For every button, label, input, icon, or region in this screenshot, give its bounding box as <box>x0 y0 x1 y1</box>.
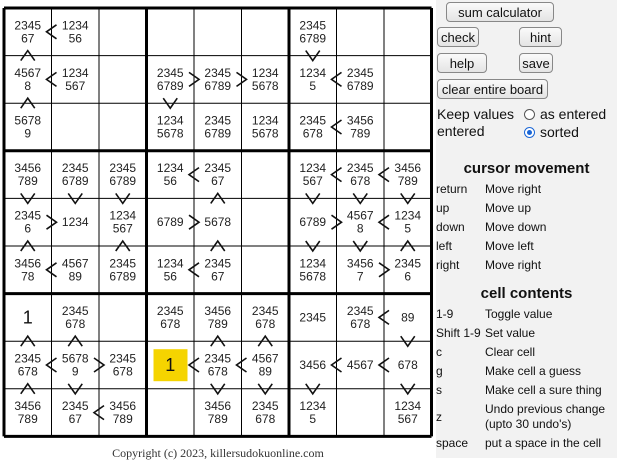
cell-candidates: 2345 <box>204 65 232 80</box>
contents-key-1: Shift 1-9 <box>436 326 481 340</box>
cell-candidates: 2345 <box>14 18 42 33</box>
cell-candidates: 789 <box>17 412 38 427</box>
cell-candidates: 5678 <box>204 215 232 230</box>
cell-candidates: 2345 <box>346 65 374 80</box>
cell-candidates: 8 <box>24 78 32 93</box>
sorted-label[interactable]: sorted <box>540 124 579 140</box>
cell-candidates: 1234 <box>156 113 184 128</box>
cell-candidates: 789 <box>397 174 418 189</box>
contents-desc-0: Toggle value <box>485 307 553 321</box>
cursor-key-2: down <box>436 220 465 234</box>
cell-candidates: 678 <box>255 316 276 331</box>
cursor-desc-1: Move up <box>485 201 532 215</box>
cell-value: 1 <box>22 307 33 328</box>
cell-contents-title: cell contents <box>480 285 573 302</box>
cell-candidates: 1234 <box>61 65 89 80</box>
sum-calculator-button[interactable]: sum calculator <box>446 2 554 22</box>
cell-candidates: 56 <box>163 174 177 189</box>
cursor-desc-4: Move right <box>485 258 542 272</box>
cell-candidates: 6789 <box>109 174 137 189</box>
cell-candidates: 5 <box>309 78 317 93</box>
sudoku-cell[interactable] <box>337 8 385 56</box>
cell-candidates: 4567 <box>251 351 279 366</box>
cell-candidates: 9 <box>24 126 32 141</box>
contents-desc-2: Clear cell <box>485 345 536 359</box>
cell-candidates: 6789 <box>299 215 327 230</box>
cell-candidates: 678 <box>350 316 371 331</box>
cell-candidates: 2345 <box>61 303 89 318</box>
cursor-desc-0: Move right <box>485 182 542 196</box>
cursor-desc-3: Move left <box>485 239 534 253</box>
contents-key-6: space <box>436 436 469 450</box>
cell-candidates: 567 <box>112 221 133 236</box>
cell-candidates: 2345 <box>204 113 232 128</box>
sudoku-cell[interactable] <box>337 389 385 437</box>
contents-desc-3: Make cell a guess <box>485 364 582 378</box>
cell-candidates: 1234 <box>109 208 137 223</box>
sudoku-cell[interactable] <box>194 8 242 56</box>
contents-key-0: 1-9 <box>436 307 454 321</box>
cell-candidates: 5678 <box>14 113 42 128</box>
cell-candidates: 1234 <box>251 113 279 128</box>
cell-candidates: 678 <box>397 358 418 372</box>
cell-candidates: 678 <box>350 174 371 189</box>
cell-candidates: 789 <box>207 412 228 427</box>
cell-candidates: 2345 <box>109 351 137 366</box>
contents-desc-4: Make cell a sure thing <box>485 383 602 397</box>
cell-candidates: 1234 <box>299 399 327 414</box>
sudoku-cell[interactable] <box>99 294 147 342</box>
sudoku-cell[interactable] <box>99 56 147 104</box>
cell-candidates: 5678 <box>251 78 279 93</box>
cell-candidates: 2345 <box>346 303 374 318</box>
cell-candidates: 2345 <box>204 351 232 366</box>
cell-candidates: 3456 <box>346 113 374 128</box>
cell-candidates: 1234 <box>251 65 279 80</box>
cell-candidates: 567 <box>302 174 323 189</box>
cell-candidates: 2345 <box>156 303 184 318</box>
contents-desc2-5: (upto 30 undo's) <box>485 417 572 431</box>
save-button[interactable]: save <box>519 53 553 73</box>
cell-candidates: 2345 <box>109 256 137 271</box>
cell-candidates: 2345 <box>14 351 42 366</box>
cell-candidates: 4567 <box>346 208 374 223</box>
cell-candidates: 67 <box>211 174 225 189</box>
sudoku-cell[interactable] <box>99 8 147 56</box>
cell-candidates: 6789 <box>156 78 184 93</box>
as-entered-label[interactable]: as entered <box>540 106 607 122</box>
cell-candidates: 678 <box>112 364 133 379</box>
cell-candidates: 2345 <box>204 161 232 176</box>
cell-candidates: 2345 <box>204 256 232 271</box>
cell-candidates: 1234 <box>394 208 422 223</box>
cell-candidates: 5678 <box>61 351 89 366</box>
cursor-key-0: return <box>436 182 468 196</box>
cursor-movement-title: cursor movement <box>463 160 590 177</box>
cell-candidates: 1234 <box>299 65 327 80</box>
cell-candidates: 678 <box>302 126 323 141</box>
sudoku-cell[interactable] <box>99 103 147 151</box>
sudoku-cell[interactable] <box>384 56 432 104</box>
cell-candidates: 2345 <box>299 310 327 325</box>
cell-candidates: 1234 <box>299 161 327 176</box>
cell-candidates: 9 <box>71 364 79 379</box>
cell-candidates: 78 <box>21 269 35 284</box>
cell-candidates: 567 <box>397 412 418 427</box>
cell-candidates: 5678 <box>299 269 327 284</box>
cell-candidates: 3456 <box>109 399 137 414</box>
keep-values-label: Keep values <box>437 106 515 122</box>
sudoku-cell[interactable] <box>242 198 290 246</box>
cell-candidates: 6 <box>404 269 412 284</box>
cell-candidates: 56 <box>163 269 177 284</box>
sudoku-cell[interactable] <box>147 389 195 437</box>
cell-candidates: 789 <box>17 174 38 189</box>
cell-candidates: 1234 <box>299 256 327 271</box>
cell-candidates: 89 <box>68 269 82 284</box>
keep-values-label-2: entered <box>437 123 485 139</box>
help-button[interactable]: help <box>437 53 487 73</box>
cell-candidates: 3456 <box>346 256 374 271</box>
cell-candidates: 5 <box>309 412 317 427</box>
sudoku-cell[interactable] <box>242 8 290 56</box>
cell-candidates: 678 <box>255 412 276 427</box>
cell-candidates: 2345 <box>299 18 327 33</box>
cell-candidates: 1234 <box>156 256 184 271</box>
cursor-key-3: left <box>436 239 453 253</box>
sudoku-cell[interactable] <box>52 103 100 151</box>
cell-candidates: 6789 <box>204 126 232 141</box>
cell-candidates: 6 <box>24 221 32 236</box>
cell-candidates: 1234 <box>394 399 422 414</box>
contents-key-5: z <box>436 410 442 424</box>
cell-candidates: 4567 <box>14 65 42 80</box>
cell-candidates: 789 <box>112 412 133 427</box>
sudoku-cell[interactable] <box>242 246 290 294</box>
cell-candidates: 3456 <box>299 358 327 372</box>
sorted-radio[interactable] <box>524 127 535 138</box>
cell-candidates: 8 <box>356 221 364 236</box>
cell-candidates: 6789 <box>109 269 137 284</box>
cell-candidates: 7 <box>356 269 364 284</box>
cell-candidates: 89 <box>401 310 415 325</box>
cursor-desc-2: Move down <box>485 220 547 234</box>
cell-candidates: 2345 <box>109 161 137 176</box>
cell-value: 1 <box>165 355 176 375</box>
cell-candidates: 1234 <box>156 161 184 176</box>
cell-candidates: 3456 <box>14 399 42 414</box>
cell-candidates: 1234 <box>61 18 89 33</box>
cell-candidates: 2345 <box>61 399 89 414</box>
cell-candidates: 678 <box>160 316 181 331</box>
cell-candidates: 6789 <box>204 78 232 93</box>
sudoku-cell[interactable] <box>384 103 432 151</box>
cell-candidates: 6789 <box>346 78 374 93</box>
clear-board-button[interactable]: clear entire board <box>437 79 548 99</box>
cursor-key-1: up <box>436 201 450 215</box>
cell-candidates: 5678 <box>251 126 279 141</box>
cell-candidates: 2345 <box>61 161 89 176</box>
cell-candidates: 67 <box>211 269 225 284</box>
cell-candidates: 56 <box>68 31 82 46</box>
cell-candidates: 789 <box>350 126 371 141</box>
cell-candidates: 3456 <box>204 399 232 414</box>
contents-desc-5: Undo previous change <box>485 402 606 416</box>
cell-candidates: 6789 <box>299 31 327 46</box>
cell-candidates: 2345 <box>299 113 327 128</box>
cell-candidates: 2345 <box>251 399 279 414</box>
as-entered-radio[interactable] <box>524 109 535 120</box>
cell-candidates: 67 <box>68 412 82 427</box>
cell-candidates: 5678 <box>156 126 184 141</box>
hint-button[interactable]: hint <box>519 27 562 47</box>
cell-candidates: 2345 <box>346 161 374 176</box>
cell-candidates: 2345 <box>156 65 184 80</box>
cell-candidates: 89 <box>258 364 272 379</box>
sudoku-cell[interactable] <box>384 8 432 56</box>
cell-candidates: 4567 <box>61 256 89 271</box>
contents-key-2: c <box>436 345 442 359</box>
cell-candidates: 1234 <box>61 215 89 230</box>
cell-candidates: 678 <box>65 316 86 331</box>
cell-candidates: 3456 <box>204 303 232 318</box>
contents-key-3: g <box>436 364 443 378</box>
check-button[interactable]: check <box>437 27 479 47</box>
cursor-key-4: right <box>436 258 460 272</box>
cell-candidates: 6789 <box>61 174 89 189</box>
cell-candidates: 4567 <box>346 358 374 372</box>
cell-candidates: 6789 <box>156 215 184 230</box>
cell-candidates: 2345 <box>251 303 279 318</box>
contents-desc-6: put a space in the cell <box>485 436 602 450</box>
cell-candidates: 567 <box>65 78 86 93</box>
cell-candidates: 2345 <box>394 256 422 271</box>
contents-key-4: s <box>436 383 442 397</box>
copyright-text: Copyright (c) 2023, killersudokuonline.com <box>112 446 324 460</box>
sudoku-cell[interactable] <box>147 8 195 56</box>
cell-candidates: 3456 <box>14 161 42 176</box>
cell-candidates: 789 <box>207 316 228 331</box>
contents-desc-1: Set value <box>485 326 536 340</box>
sudoku-cell[interactable] <box>242 151 290 199</box>
cell-candidates: 5 <box>404 221 412 236</box>
cell-candidates: 2345 <box>14 208 42 223</box>
cell-candidates: 3456 <box>394 161 422 176</box>
cell-candidates: 3456 <box>14 256 42 271</box>
cell-candidates: 678 <box>17 364 38 379</box>
cell-candidates: 67 <box>21 31 35 46</box>
cell-candidates: 678 <box>207 364 228 379</box>
